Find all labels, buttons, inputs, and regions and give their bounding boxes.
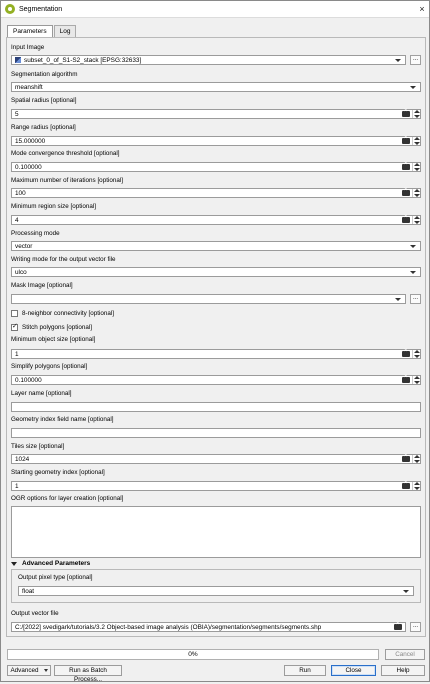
clear-field-icon[interactable] (402, 377, 410, 383)
start-geometry-index-spinbox[interactable] (11, 481, 421, 491)
neighbor-connectivity-checkbox[interactable] (11, 310, 114, 317)
range-radius-label: Range radius [optional] (11, 124, 76, 131)
clear-field-icon[interactable] (402, 351, 410, 357)
range-radius-spinbox[interactable] (11, 136, 421, 146)
output-vector-label: Output vector file (11, 610, 59, 617)
min-region-size-spinbox[interactable] (11, 215, 421, 225)
progress-bar: 0% (7, 649, 379, 660)
mode-convergence-spinbox[interactable] (11, 162, 421, 172)
output-vector-path-input[interactable] (11, 622, 406, 632)
tiles-size-label: Tiles size [optional] (11, 443, 65, 450)
run-button[interactable]: Run (284, 665, 326, 676)
chevron-down-icon (44, 669, 48, 672)
min-object-size-label: Minimum object size [optional] (11, 336, 96, 343)
spinbox-arrows-icon[interactable] (412, 163, 420, 171)
advanced-dropdown-button[interactable] (7, 665, 51, 676)
processing-mode-value: vector (15, 242, 33, 250)
geometry-index-field-input[interactable] (11, 428, 421, 438)
window-title: Segmentation (19, 5, 63, 13)
tiles-size-value: 1024 (15, 455, 30, 463)
min-object-size-value: 1 (15, 350, 19, 358)
mask-image-browse-button[interactable]: ... (410, 294, 421, 304)
segmentation-algorithm-label: Segmentation algorithm (11, 71, 78, 78)
clear-field-icon[interactable] (402, 138, 410, 144)
spinbox-arrows-icon[interactable] (412, 455, 420, 463)
close-button[interactable]: Close (331, 665, 376, 676)
max-iterations-value: 100 (15, 189, 26, 197)
start-geometry-index-value: 1 (15, 482, 19, 490)
spatial-radius-label: Spatial radius [optional] (11, 97, 77, 104)
clear-field-icon[interactable] (394, 624, 402, 630)
start-geometry-index-label: Starting geometry index [optional] (11, 469, 105, 476)
tab-parameters[interactable]: Parameters (7, 25, 53, 37)
segmentation-algorithm-select[interactable] (11, 82, 421, 92)
input-image-value: subset_0_of_S1-S2_stack [EPSG:32633] (24, 56, 142, 64)
checkbox-checked-icon (11, 324, 18, 331)
output-pixel-type-value: float (22, 587, 35, 595)
checkbox-unchecked-icon (11, 310, 18, 317)
neighbor-connectivity-label: 8-neighbor connectivity [optional] (22, 310, 115, 317)
writing-mode-value: ulco (15, 268, 27, 276)
mask-image-label: Mask Image [optional] (11, 282, 73, 289)
mode-convergence-label: Mode convergence threshold [optional] (11, 150, 120, 157)
simplify-polygons-spinbox[interactable] (11, 375, 421, 385)
spinbox-arrows-icon[interactable] (412, 189, 420, 197)
spatial-radius-value: 5 (15, 110, 19, 118)
stitch-polygons-checkbox[interactable] (11, 324, 92, 331)
input-image-browse-button[interactable]: ... (410, 55, 421, 65)
qgis-logo-icon (5, 4, 15, 14)
ogr-options-textarea[interactable] (11, 506, 421, 558)
output-pixel-type-select[interactable] (18, 586, 414, 596)
clear-field-icon[interactable] (402, 190, 410, 196)
mask-image-combo[interactable] (11, 294, 406, 304)
parameters-panel (6, 37, 426, 637)
tiles-size-spinbox[interactable] (11, 454, 421, 464)
cancel-button[interactable]: Cancel (385, 649, 425, 660)
max-iterations-spinbox[interactable] (11, 188, 421, 198)
mode-convergence-value: 0.100000 (15, 163, 42, 171)
clear-field-icon[interactable] (402, 164, 410, 170)
output-pixel-type-label: Output pixel type [optional] (18, 574, 93, 581)
processing-mode-label: Processing mode (11, 230, 60, 237)
clear-field-icon[interactable] (402, 111, 410, 117)
ogr-options-label: OGR options for layer creation [optional] (11, 495, 124, 502)
run-batch-button[interactable]: Run as Batch Process... (54, 665, 122, 676)
min-region-size-value: 4 (15, 216, 19, 224)
clear-field-icon[interactable] (402, 456, 410, 462)
simplify-polygons-value: 0.100000 (15, 376, 42, 384)
input-image-label: Input Image (11, 44, 45, 51)
geometry-index-field-label: Geometry index field name [optional] (11, 416, 114, 423)
writing-mode-label: Writing mode for the output vector file (11, 256, 116, 263)
raster-layer-icon (15, 57, 21, 63)
min-object-size-spinbox[interactable] (11, 349, 421, 359)
output-vector-browse-button[interactable]: ... (410, 622, 421, 632)
spinbox-arrows-icon[interactable] (412, 137, 420, 145)
advanced-parameters-title: Advanced Parameters (22, 560, 91, 567)
close-window-icon[interactable]: × (419, 4, 425, 14)
layer-name-label: Layer name [optional] (11, 390, 72, 397)
spinbox-arrows-icon[interactable] (412, 110, 420, 118)
range-radius-value: 15.000000 (15, 137, 46, 145)
clear-field-icon[interactable] (402, 217, 410, 223)
advanced-parameters-toggle[interactable] (11, 560, 90, 567)
simplify-polygons-label: Simplify polygons [optional] (11, 363, 88, 370)
advanced-parameters-group (11, 569, 421, 603)
title-bar (1, 1, 429, 18)
stitch-polygons-label: Stitch polygons [optional] (22, 324, 93, 331)
clear-field-icon[interactable] (402, 483, 410, 489)
help-button[interactable]: Help (381, 665, 425, 676)
max-iterations-label: Maximum number of iterations [optional] (11, 177, 123, 184)
min-region-size-label: Minimum region size [optional] (11, 203, 97, 210)
segmentation-algorithm-value: meanshift (15, 83, 43, 91)
output-vector-path-value: C:/[2022] svedigark/tutorials/3.2 Object-based image analysis (OBIA)/segmentation/segments/segments.shp (15, 623, 322, 631)
spatial-radius-spinbox[interactable] (11, 109, 421, 119)
tab-log[interactable]: Log (54, 25, 77, 37)
tab-bar (7, 25, 77, 37)
advanced-button-label: Advanced (10, 667, 39, 674)
processing-mode-select[interactable] (11, 241, 421, 251)
input-image-combo[interactable] (11, 55, 406, 65)
spinbox-arrows-icon[interactable] (412, 216, 420, 224)
collapse-triangle-icon (11, 562, 17, 566)
spinbox-arrows-icon[interactable] (412, 376, 420, 384)
layer-name-input[interactable] (11, 402, 421, 412)
spinbox-arrows-icon[interactable] (412, 350, 420, 358)
spinbox-arrows-icon[interactable] (412, 482, 420, 490)
writing-mode-select[interactable] (11, 267, 421, 277)
